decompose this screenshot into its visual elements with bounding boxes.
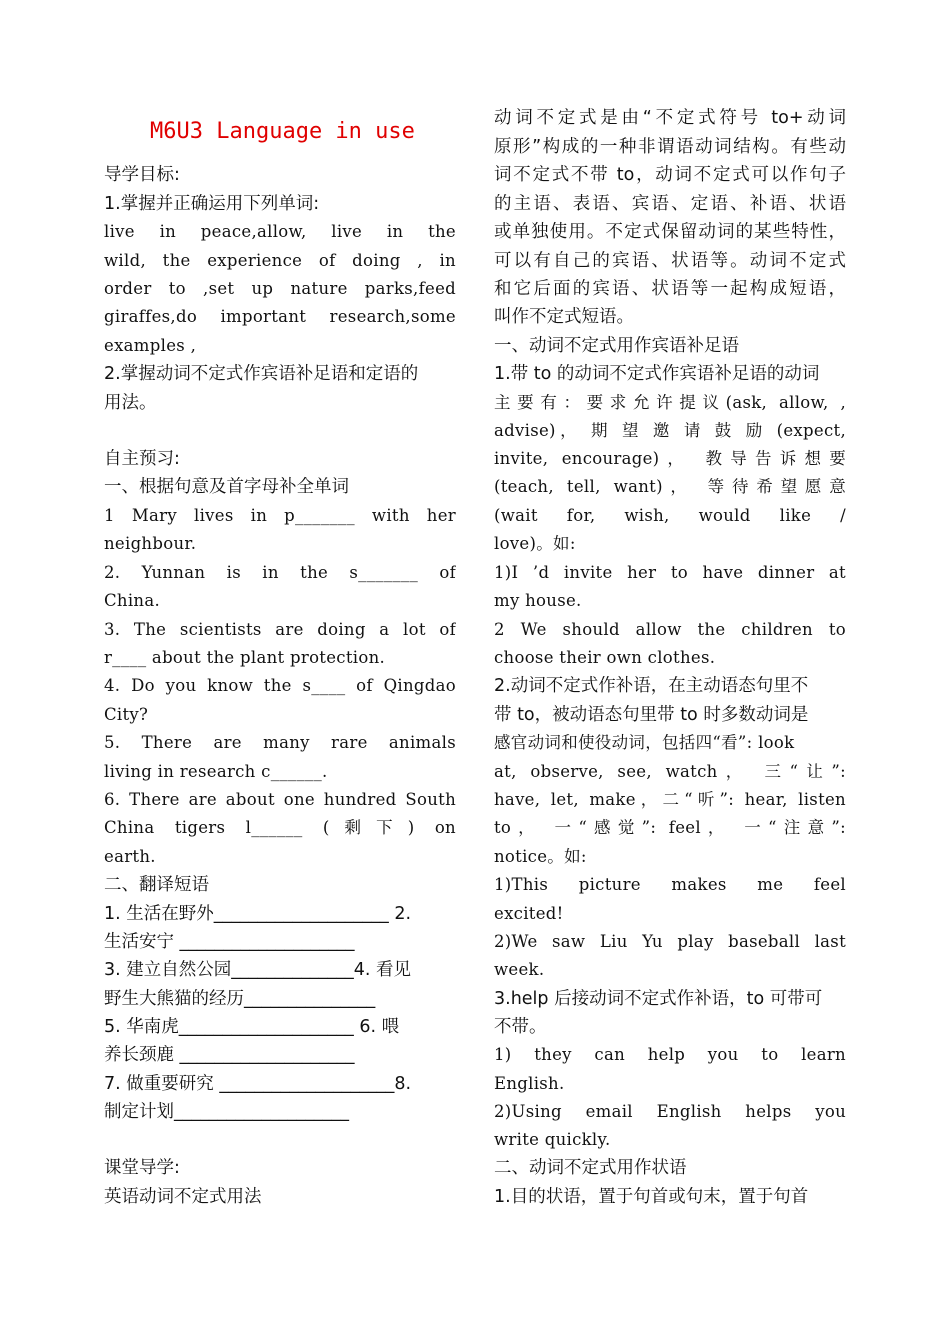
right-text-line: 3.help 后接动词不定式作补语，to 可带可: [494, 989, 823, 1009]
right-text-line: my house.: [494, 591, 582, 610]
right-text-line: have, let, make，二“听”: hear, listen: [494, 790, 846, 809]
left-text-line: 制定计划____________________: [104, 1102, 349, 1122]
right-text-line: 1.带 to 的动词不定式作宾语补足语的动词: [494, 364, 820, 384]
left-text-line: giraffes,do important research,some: [104, 307, 456, 326]
right-text-line: 动词不定式是由“不定式符号 to+动词: [494, 108, 846, 128]
left-text-line: 用法。: [104, 393, 157, 413]
left-text-line: 自主预习:: [104, 449, 180, 469]
right-text-line: 和它后面的宾语、状语等一起构成短语，: [494, 279, 846, 299]
left-text-line: 生活安宁 ____________________: [104, 932, 355, 952]
left-text-line: 1. 生活在野外____________________ 2.: [104, 904, 412, 924]
right-text-line: 2)We saw Liu Yu play baseball last: [494, 932, 846, 951]
left-text-line: City?: [104, 705, 149, 724]
right-text-line: excited!: [494, 904, 564, 923]
right-text-line: 带 to，被动语态句里带 to 时多数动词是: [494, 705, 809, 725]
right-text-line: 叫作不定式短语。: [494, 307, 634, 327]
right-text-line: 一、动词不定式用作宾语补足语: [494, 336, 739, 356]
left-text-line: wild, the experience of doing , in: [104, 251, 456, 270]
right-text-line: at, observe, see, watch， 三“让”:: [494, 762, 846, 781]
right-text-line: 1)I ’d invite her to have dinner at: [494, 563, 846, 582]
right-text-line: 原形”构成的一种非谓语动词结构。有些动: [494, 137, 846, 157]
left-text-line: 3. 建立自然公园______________4. 看见: [104, 960, 412, 980]
right-text-line: to， 一“感觉”: feel， 一“注意”:: [494, 818, 846, 837]
right-text-line: 感官动词和使役动词，包括四“看”: look: [494, 733, 795, 752]
right-text-line: choose their own clothes.: [494, 648, 716, 667]
left-text-line: China tigers l______ (剩下) on: [104, 818, 456, 837]
right-text-line: English.: [494, 1074, 565, 1093]
right-text-line: 或单独使用。不定式保留动词的某些特性，: [494, 222, 846, 242]
left-text-line: 2. Yunnan is in the s_______ of: [104, 563, 456, 582]
left-text-line: r____ about the plant protection.: [104, 648, 386, 667]
left-text-line: 野生大熊猫的经历_______________: [104, 989, 376, 1009]
left-text-line: examples ,: [104, 336, 197, 355]
left-text-line: 5. 华南虎____________________ 6. 喂: [104, 1017, 400, 1037]
right-text-line: 1)This picture makes me feel: [494, 875, 846, 894]
right-text-line: 二、动词不定式用作状语: [494, 1158, 687, 1178]
left-text-line: order to ,set up nature parks,feed: [104, 279, 456, 298]
left-text-line: 1.掌握并正确运用下列单词:: [104, 194, 320, 214]
left-text-line: 4. Do you know the s____ of Qingdao: [104, 676, 456, 695]
left-text-line: 课堂导学:: [104, 1158, 180, 1178]
right-text-line: 1.目的状语，置于句首或句末，置于句首: [494, 1187, 809, 1207]
left-text-line: 3. The scientists are doing a lot of: [104, 620, 456, 639]
left-text-line: live in peace,allow, live in the: [104, 222, 456, 241]
right-text-line: 2)Using email English helps you: [494, 1102, 846, 1121]
right-text-line: write quickly.: [494, 1130, 611, 1149]
left-text-line: 英语动词不定式用法: [104, 1187, 262, 1207]
right-text-line: 2.动词不定式作补语，在主动语态句里不: [494, 676, 809, 696]
page-title: M6U3 Language in use: [150, 119, 415, 144]
right-text-line: 可以有自己的宾语、状语等。动词不定式: [494, 251, 846, 271]
left-text-line: 6. There are about one hundred South: [104, 790, 456, 809]
left-text-line: 5. There are many rare animals: [104, 733, 456, 752]
left-text-line: living in research c______.: [104, 762, 328, 781]
right-text-line: week.: [494, 960, 545, 979]
right-text-line: advise)， 期 望 邀 请 鼓 励 (expect,: [494, 421, 846, 440]
right-text-line: (wait for, wish, would like /: [494, 506, 846, 525]
left-text-line: 养长颈鹿 ____________________: [104, 1045, 355, 1065]
right-text-line: 2 We should allow the children to: [494, 620, 846, 639]
right-text-line: 1) they can help you to learn: [494, 1045, 846, 1064]
left-text-line: China.: [104, 591, 161, 610]
left-text-line: neighbour.: [104, 534, 197, 553]
left-text-line: 7. 做重要研究 ____________________8.: [104, 1074, 412, 1094]
right-text-line: 的主语、表语、宾语、定语、补语、状语: [494, 194, 846, 214]
right-text-line: 词不定式不带 to，动词不定式可以作句子: [494, 165, 846, 185]
right-text-line: notice。如:: [494, 847, 587, 866]
right-text-line: 不带。: [494, 1017, 547, 1037]
left-text-line: 2.掌握动词不定式作宾语补足语和定语的: [104, 364, 419, 384]
right-text-line: (teach, tell, want)， 等待希望愿意: [494, 477, 846, 496]
left-text-line: 一、根据句意及首字母补全单词: [104, 477, 349, 497]
left-text-line: 导学目标:: [104, 165, 180, 185]
left-text-line: 二、翻译短语: [104, 875, 209, 895]
left-text-line: 1 Mary lives in p_______ with her: [104, 506, 456, 525]
right-text-line: love)。如:: [494, 534, 576, 553]
left-text-line: earth.: [104, 847, 156, 866]
right-text-line: 主要有：要求允许提议(ask, allow, ,: [494, 393, 846, 412]
right-text-line: invite, encourage)， 教导告诉想要: [494, 449, 846, 468]
